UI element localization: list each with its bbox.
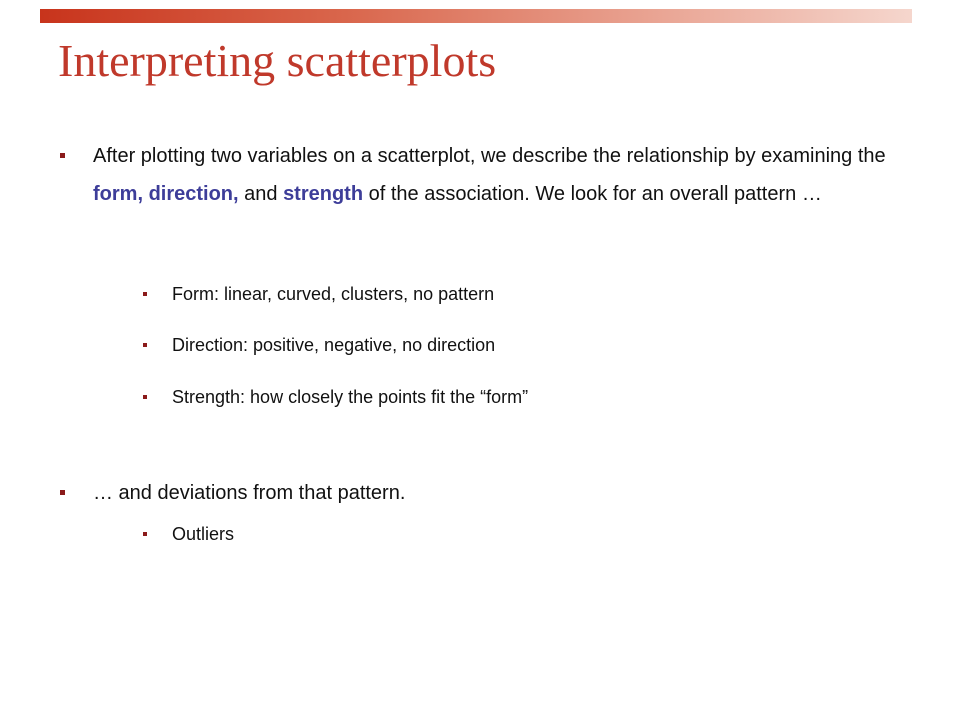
sub-item-text: Form: linear, curved, clusters, no pattern bbox=[172, 284, 495, 304]
sub-item-form bbox=[172, 282, 494, 306]
bullet-deviations bbox=[93, 474, 893, 512]
square-bullet-icon bbox=[143, 395, 147, 399]
term-direction: direction, bbox=[148, 183, 239, 205]
square-bullet-icon bbox=[60, 153, 65, 158]
square-bullet-icon bbox=[143, 292, 147, 296]
term-form: form, bbox=[93, 183, 143, 205]
square-bullet-icon bbox=[143, 343, 147, 347]
top-accent-bar bbox=[40, 9, 912, 23]
sub-item-text: Outliers bbox=[172, 524, 235, 544]
sub-item-outliers bbox=[172, 522, 234, 546]
bullet-intro bbox=[93, 137, 893, 213]
square-bullet-icon bbox=[60, 490, 65, 495]
sub-item-strength bbox=[172, 385, 528, 409]
intro-text-and: and bbox=[238, 183, 284, 205]
deviations-text: … and deviations from that pattern. bbox=[93, 482, 406, 504]
sub-item-text: Strength: how closely the points fit the “form” bbox=[172, 387, 529, 407]
sub-item-direction bbox=[172, 333, 495, 357]
square-bullet-icon bbox=[143, 532, 147, 536]
intro-text-after: of the association. We look for an overall pattern … bbox=[363, 183, 822, 205]
sub-item-text: Direction: positive, negative, no direction bbox=[172, 335, 496, 355]
slide-title: Interpreting scatterplots bbox=[58, 35, 497, 86]
intro-text-before: After plotting two variables on a scatterplot, we describe the relationship by examining the bbox=[93, 145, 886, 167]
term-strength: strength bbox=[283, 183, 364, 205]
